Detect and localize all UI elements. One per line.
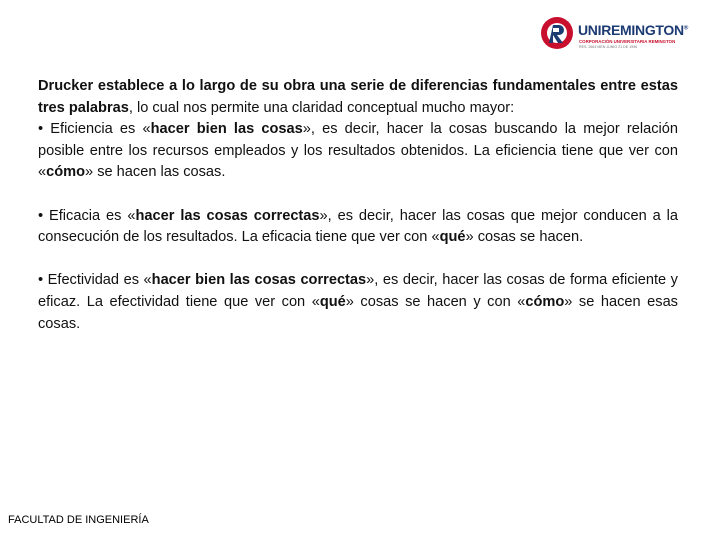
uniremington-logo — [540, 10, 690, 56]
footer-faculty: FACULTAD DE INGENIERÍA — [8, 514, 149, 526]
paragraph-gap — [38, 249, 678, 271]
efectividad-paragraph: • Efectividad es «hacer bien las cosas correctas», es decir, hacer las cosas de forma eficiente y eficaz. La efectividad tiene que ver con «qué» cosas se hacen y con «cómo» se hacen esas cosas. — [38, 272, 678, 332]
uniremington-emblem-icon — [540, 14, 574, 52]
logo-registration: RES. 2661 MEN JUNIO 21 DE 1996 — [579, 45, 638, 49]
logo-subtitle: CORPORACIÓN UNIVERSITARIA REMINGTON — [579, 39, 676, 44]
document-body — [38, 76, 678, 335]
logo-name: UNIREMINGTON® — [578, 22, 688, 38]
intro-paragraph: Drucker establece a lo largo de su obra una serie de diferencias fundamentales entre estas tres palabras, lo cual nos permite una claridad conceptual mucho mayor: — [38, 78, 678, 116]
eficiencia-paragraph: • Eficiencia es «hacer bien las cosas», es decir, hacer la cosas buscando la mejor relación posible entre los recursos empleados y los resultados obtenidos. La eficiencia tiene que ver con «cómo» se hacen las cosas. — [38, 121, 678, 181]
eficacia-paragraph: • Eficacia es «hacer las cosas correctas», es decir, hacer las cosas que mejor conducen a la consecución de los resultados. La eficacia tiene que ver con «qué» cosas se hacen. — [38, 207, 678, 246]
paragraph-gap — [38, 184, 678, 206]
